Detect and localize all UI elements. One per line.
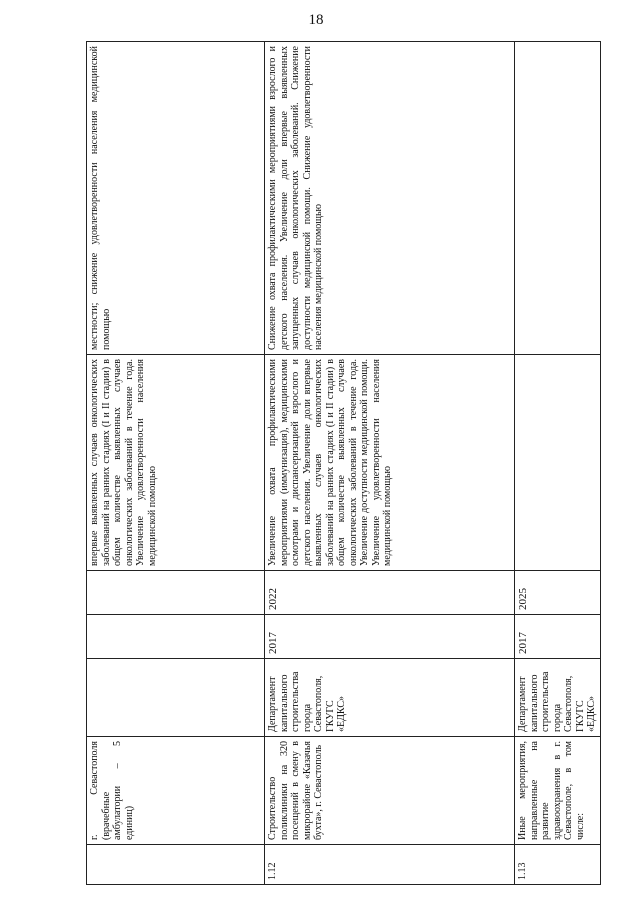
start-year-cell [87,615,265,659]
row-number-cell [87,845,265,885]
measures-table [86,41,601,885]
result-cell: впервые выявленных случаев онкологических заболеваний на ранних стадиях (I и II стадии) в общем количестве выявленных случаев онкологических заболеваний в течение года. Увеличение удовлетворенности населения медицинской помощью [87,355,265,571]
rotated-table-frame [86,42,597,885]
start-year-cell: 2017 [265,615,515,659]
row-number-cell: 1.12 [265,845,515,885]
start-year-cell: 2017 [515,615,601,659]
effect-cell [515,42,601,355]
table-row [515,42,601,885]
result-cell: Увеличение охвата профилактическими мероприятиями (иммунизация), медицинскими осмотрами и диспансеризацией взрослого и детского населения. Увеличение доли впервые выявленных случаев онкологических заболеваний на ранних стадиях (I и II стадии) в общем количестве выявленных случаев онкологических заболеваний в течение года. Увеличение доступности медицинской помощи. Увеличение удовлетворенности населения медицинской помощью [265,355,515,571]
table-row [87,42,265,885]
page-number: 18 [308,12,324,28]
rotated-table-container [86,42,597,885]
effect-cell: местности; снижение удовлетворенности населения медицинской помощью [87,42,265,355]
row-number-cell: 1.13 [515,845,601,885]
end-year-cell: 2022 [265,571,515,615]
event-cell: г. Севастополя (врачебные амбулатории – 5 единиц) [87,737,265,845]
event-cell: Строительство поликлиники на 320 посещений в смену в микрорайоне «Казачья бухта», г. Севастополь [265,737,515,845]
end-year-cell: 2025 [515,571,601,615]
executor-cell: Департамент капитального строительства города Севастополя, ГКУГС «ЕДКС» [265,659,515,737]
event-cell: Иные мероприятия, направленные на развитие здравоохранения в г. Севастополе, в том числе: [515,737,601,845]
end-year-cell [87,571,265,615]
effect-cell: Снижение охвата профилактическими мероприятиями взрослого и детского населения. Увеличение доли впервые выявленных запущенных случаев онкологических заболеваний. Снижение доступности медицинской помощи. Снижение удовлетворенности населения медицинской помощью [265,42,515,355]
executor-cell [87,659,265,737]
table-row [265,42,515,885]
executor-cell: Департамент капитального строительства города Севастополя, ГКУГС «ЕДКС» [515,659,601,737]
result-cell [515,355,601,571]
